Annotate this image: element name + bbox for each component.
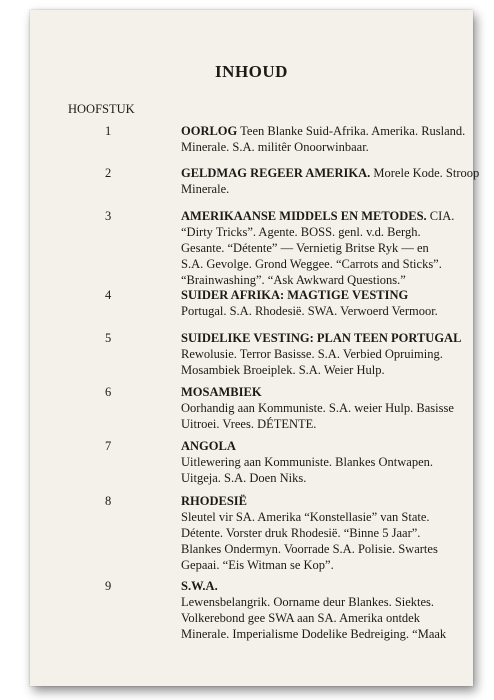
chapter-line: Minerale. S.A. militêr Onoorwinbaar.: [181, 140, 369, 154]
chapter-line: Rewolusie. Terror Basisse. S.A. Verbied Opruiming.: [181, 347, 443, 361]
chapter-line: “Brainwashing”. “Ask Awkward Questions.”: [181, 273, 406, 287]
chapter-number: 9: [105, 579, 112, 593]
chapter-line: Portugal. S.A. Rhodesië. SWA. Verwoerd Vermoor.: [181, 304, 438, 318]
chapter-line: Blankes Ondermyn. Voorrade S.A. Polisie. Swartes: [181, 542, 438, 556]
chapter-number: 4: [105, 288, 112, 302]
chapter-heading: AMERIKAANSE MIDDELS EN METODES.: [181, 209, 427, 223]
chapter-number: 6: [105, 385, 112, 399]
chapter-heading: S.W.A.: [181, 579, 218, 593]
chapter-line: Volkerebond gee SWA aan SA. Amerika ontdek: [181, 611, 420, 625]
chapter-line: Mosambiek Broeiplek. S.A. Weier Hulp.: [181, 363, 385, 377]
chapter-heading: SUIDER AFRIKA: MAGTIGE VESTING: [181, 288, 409, 302]
chapter-line: Uitlewering aan Kommuniste. Blankes Ontwapen.: [181, 455, 434, 469]
document-page: [30, 10, 480, 686]
chapter-line: Minerale. Imperialisme Dodelike Bedreiging. “Maak: [181, 627, 447, 641]
chapter-text: [181, 165, 480, 197]
chapter-number: 2: [105, 166, 112, 180]
page-title: INHOUD: [215, 62, 288, 81]
chapter-heading: MOSAMBIEK: [181, 385, 262, 399]
chapter-text: [181, 578, 471, 642]
chapter-line: Uitroei. Vrees. DÉTENTE.: [181, 417, 317, 431]
chapter-number: 7: [105, 439, 112, 453]
chapter-line: S.A. Gevolge. Grond Weggee. “Carrots and Sticks”.: [181, 257, 442, 271]
chapter-line: Détente. Vorster druk Rhodesië. “Binne 5 Jaar”.: [181, 526, 421, 540]
chapter-text: [181, 208, 471, 288]
chapter-number: 3: [105, 209, 112, 223]
chapter-line: Minerale.: [181, 182, 230, 196]
chapter-text: [181, 287, 471, 319]
chapter-heading: GELDMAG REGEER AMERIKA.: [181, 166, 371, 180]
chapter-line: “Dirty Tricks”. Agente. BOSS. genl. v.d. Bergh.: [181, 225, 421, 239]
chapter-text: [181, 384, 471, 432]
column-header: HOOFSTUK: [68, 102, 135, 116]
chapter-line: Gesante. “Détente” — Vernietig Britse Ryk — en: [181, 241, 429, 255]
chapter-number: 5: [105, 331, 112, 345]
chapter-heading: OORLOG: [181, 124, 238, 138]
chapter-heading: RHODESIË: [181, 494, 247, 508]
chapter-line: Morele Kode. Stroop: [373, 166, 480, 180]
chapter-line: Oorhandig aan Kommuniste. S.A. weier Hulp. Basisse: [181, 401, 454, 415]
chapter-number: 8: [105, 494, 112, 508]
chapter-line: Sleutel vir SA. Amerika “Konstellasie” van State.: [181, 510, 430, 524]
chapter-text: [181, 438, 471, 486]
chapter-text: [181, 330, 471, 378]
chapter-number: 1: [105, 124, 112, 138]
chapter-line: Lewensbelangrik. Oorname deur Blankes. Siektes.: [181, 595, 435, 609]
chapter-line: Uitgeja. S.A. Doen Niks.: [181, 471, 307, 485]
chapter-line: Teen Blanke Suid-Afrika. Amerika. Rusland.: [240, 124, 466, 138]
chapter-line: CIA.: [429, 209, 455, 223]
chapter-heading: ANGOLA: [181, 439, 236, 453]
chapter-text: [181, 123, 471, 155]
chapter-heading: SUIDELIKE VESTING: PLAN TEEN PORTUGAL: [181, 331, 462, 345]
chapter-line: Gepaai. “Eis Witman se Kop”.: [181, 558, 334, 572]
chapter-text: [181, 493, 471, 573]
